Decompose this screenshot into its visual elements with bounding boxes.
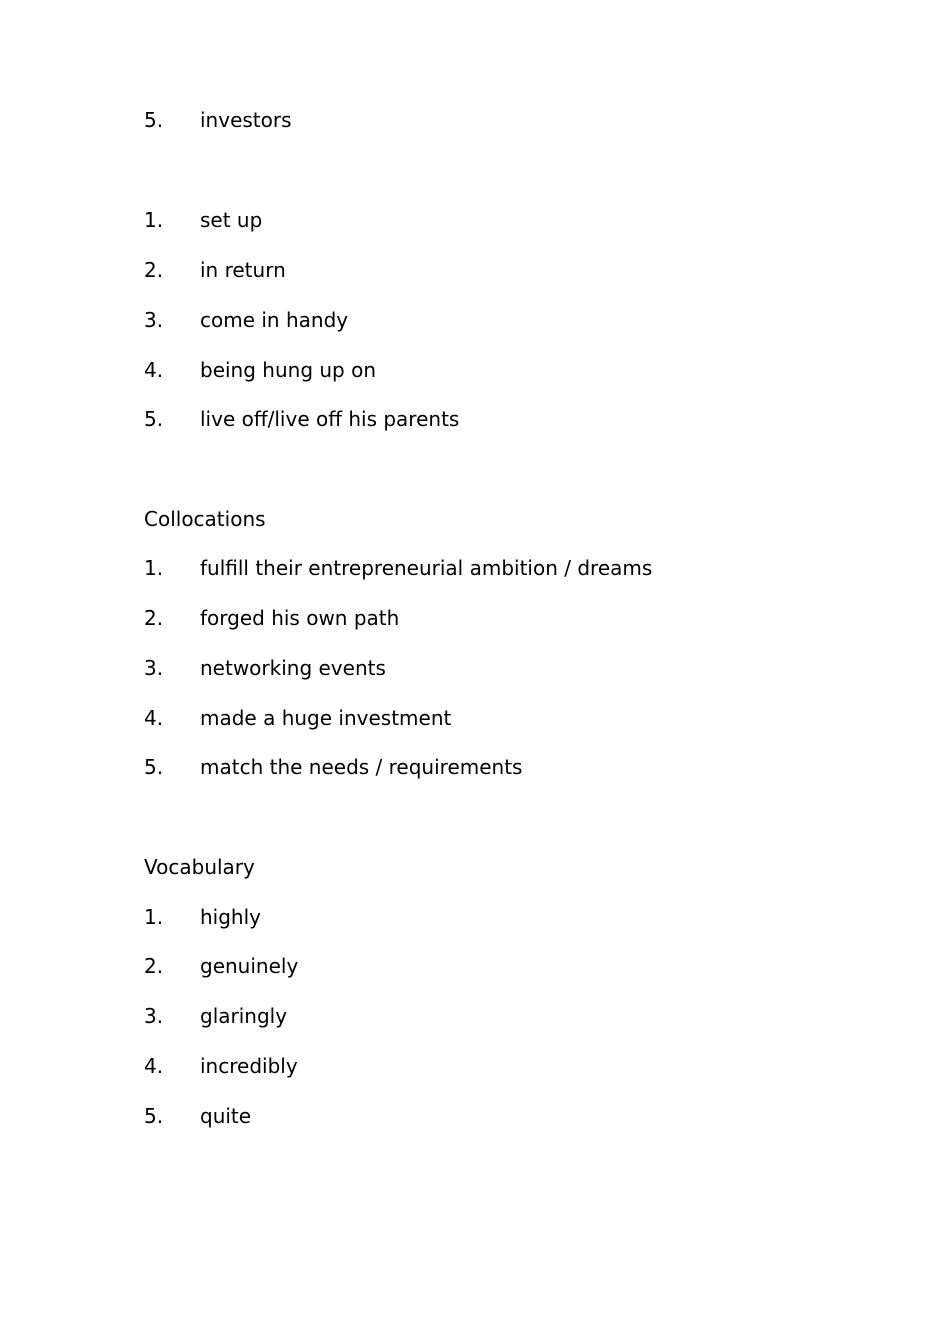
list-item	[144, 703, 451, 733]
item-text: quite	[200, 1104, 252, 1128]
list-item	[144, 951, 298, 981]
item-text: networking events	[200, 656, 386, 680]
list-item	[144, 1051, 298, 1081]
item-text: fulfill their entrepreneurial ambition / dreams	[200, 556, 653, 580]
list-item	[144, 653, 386, 683]
list-item	[144, 1001, 287, 1031]
item-text: made a huge investment	[200, 706, 452, 730]
item-text: forged his own path	[200, 606, 400, 630]
item-text: live off/live off his parents	[200, 407, 460, 431]
item-number: 5.	[144, 407, 164, 431]
list-item	[144, 255, 286, 285]
item-text: set up	[200, 208, 263, 232]
list-item	[144, 752, 522, 782]
list-item	[144, 105, 292, 135]
item-number: 5.	[144, 1104, 164, 1128]
list-item	[144, 205, 262, 235]
item-number: 4.	[144, 358, 164, 382]
list-item	[144, 355, 376, 385]
section-heading-vocabulary: Vocabulary	[144, 855, 255, 879]
item-number: 4.	[144, 1054, 164, 1078]
item-text: in return	[200, 258, 286, 282]
item-number: 4.	[144, 706, 164, 730]
item-number: 3.	[144, 308, 164, 332]
item-number: 3.	[144, 656, 164, 680]
item-text: glaringly	[200, 1004, 288, 1028]
item-number: 3.	[144, 1004, 164, 1028]
list-item	[144, 553, 652, 583]
list-item	[144, 603, 399, 633]
item-number: 1.	[144, 208, 164, 232]
item-text: being hung up on	[200, 358, 377, 382]
item-text: genuinely	[200, 954, 299, 978]
item-text: match the needs / requirements	[200, 755, 523, 779]
item-number: 1.	[144, 905, 164, 929]
list-item	[144, 902, 261, 932]
list-item	[144, 1101, 251, 1131]
item-number: 2.	[144, 258, 164, 282]
item-text: highly	[200, 905, 261, 929]
item-number: 2.	[144, 954, 164, 978]
item-number: 2.	[144, 606, 164, 630]
list-item	[144, 305, 348, 335]
item-number: 5.	[144, 108, 164, 132]
section-heading-collocations: Collocations	[144, 507, 266, 531]
item-text: investors	[200, 108, 292, 132]
item-number: 1.	[144, 556, 164, 580]
list-item	[144, 404, 459, 434]
item-text: come in handy	[200, 308, 349, 332]
item-number: 5.	[144, 755, 164, 779]
item-text: incredibly	[200, 1054, 298, 1078]
